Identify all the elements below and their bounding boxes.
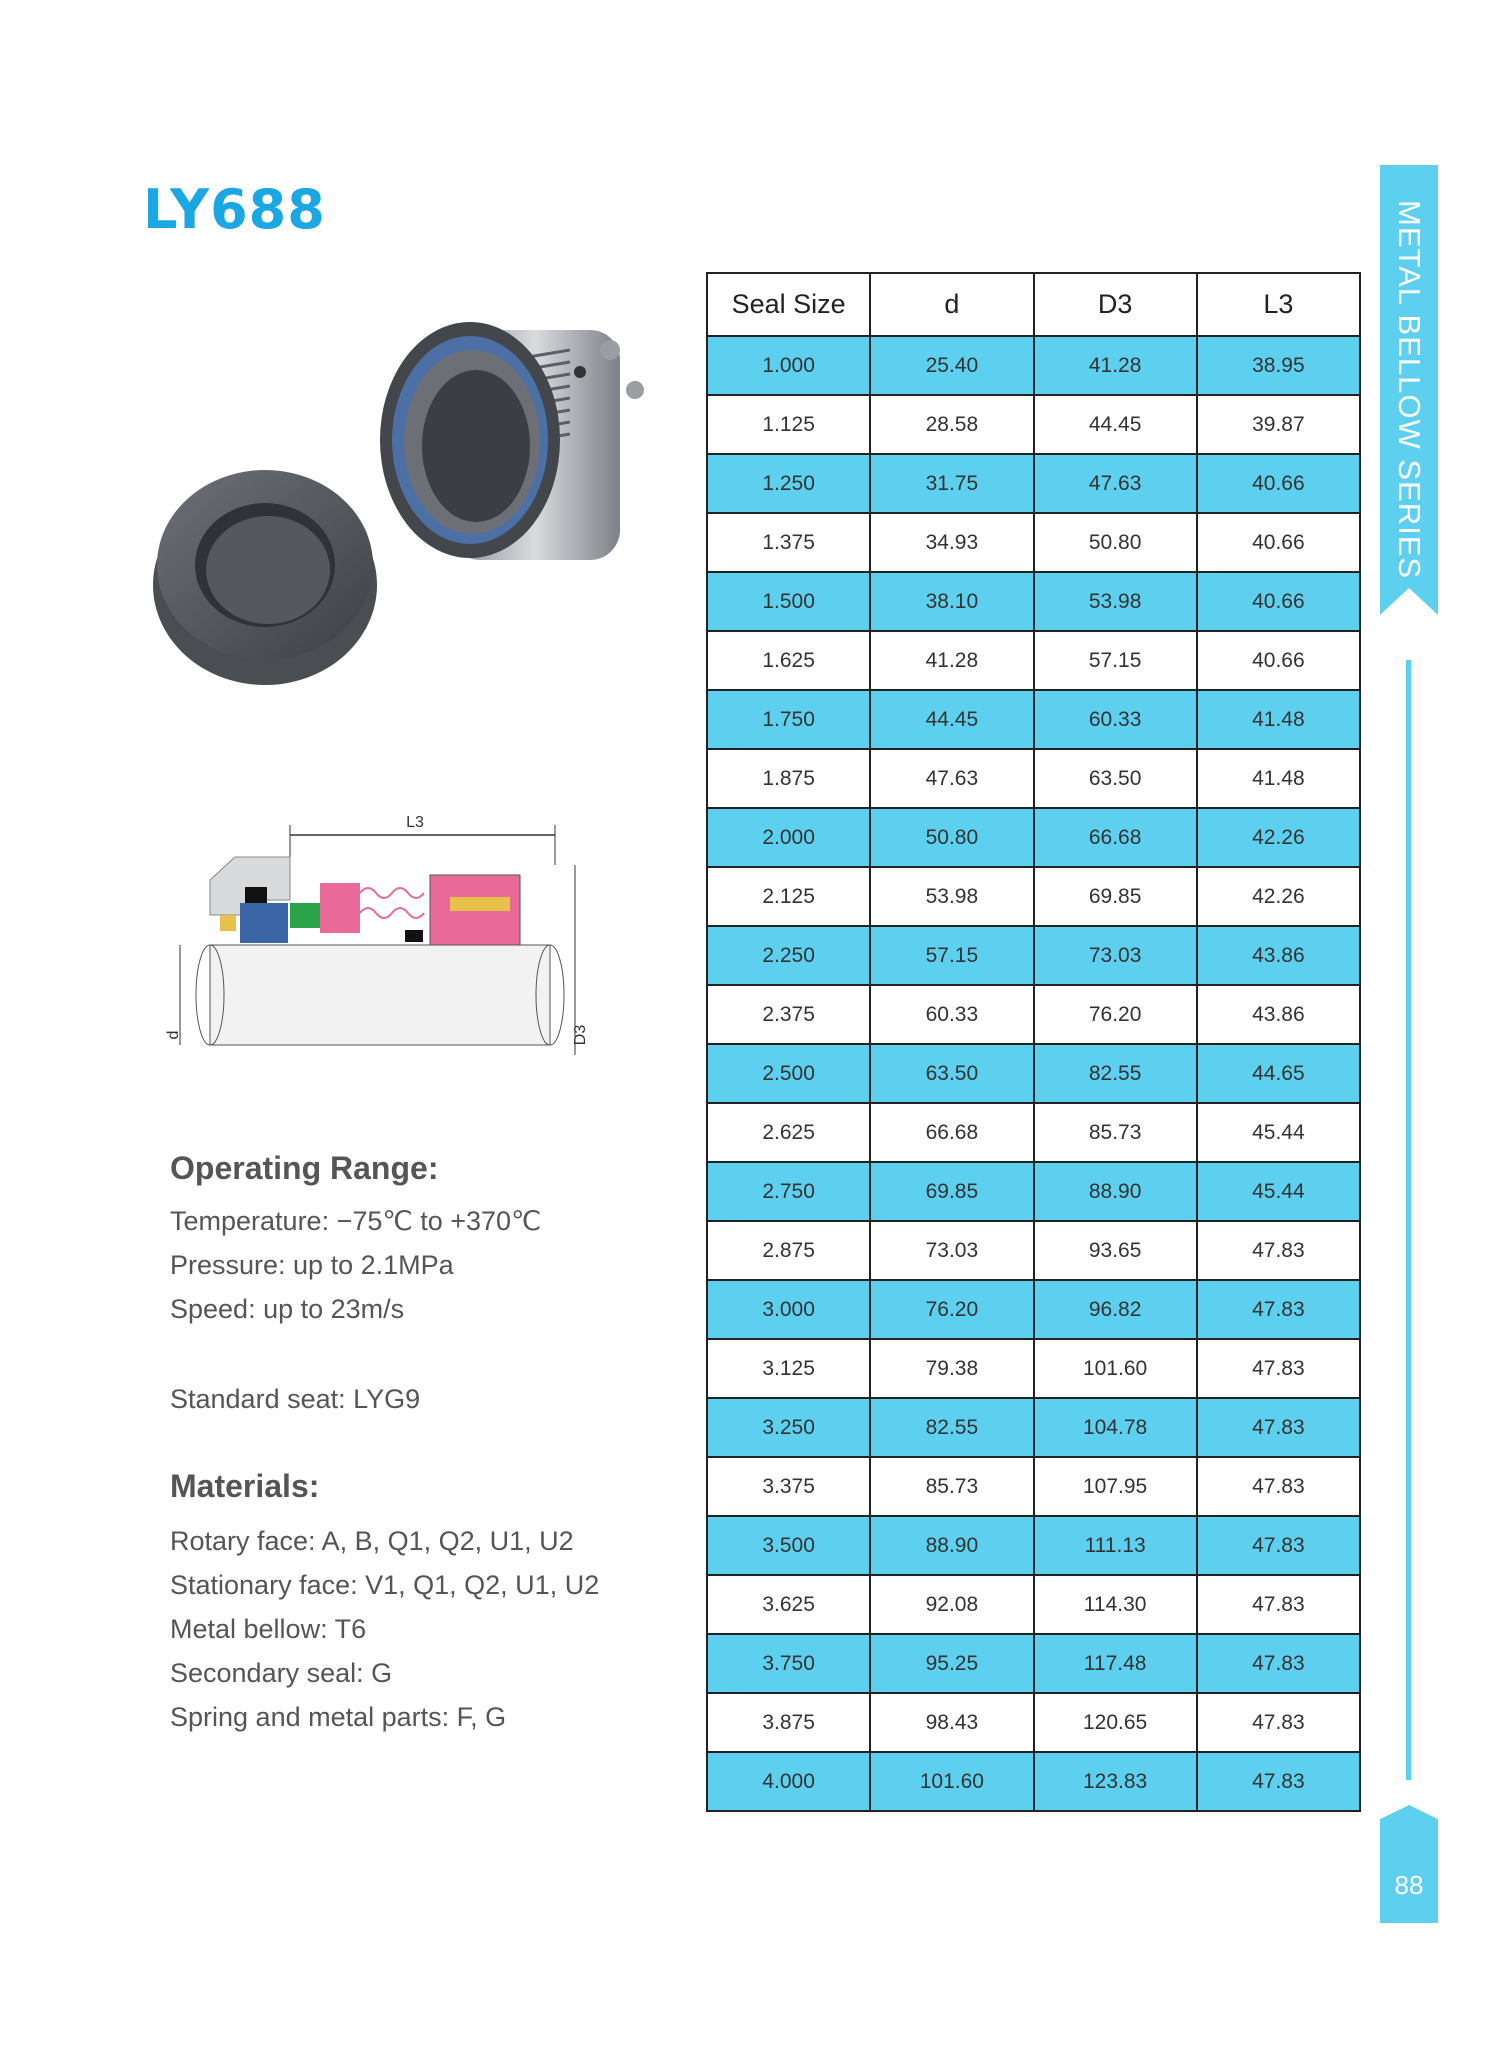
cell-l3: 47.83: [1197, 1339, 1360, 1398]
table-header-row: [707, 273, 1360, 336]
table-row: [707, 1398, 1360, 1457]
cell-l3: 47.83: [1197, 1398, 1360, 1457]
cell-d: 53.98: [870, 867, 1033, 926]
cell-seal-size: 1.750: [707, 690, 870, 749]
cell-d3: 41.28: [1034, 336, 1197, 395]
cell-seal-size: 1.000: [707, 336, 870, 395]
cell-d: 50.80: [870, 808, 1033, 867]
operating-range-heading: Operating Range:: [170, 1150, 439, 1186]
dimension-table: [706, 272, 1361, 1812]
cell-d: 41.28: [870, 631, 1033, 690]
cell-d3: 101.60: [1034, 1339, 1197, 1398]
cell-seal-size: 3.875: [707, 1693, 870, 1752]
cell-d3: 82.55: [1034, 1044, 1197, 1103]
table-row: [707, 1280, 1360, 1339]
cell-d3: 47.63: [1034, 454, 1197, 513]
cell-l3: 43.86: [1197, 985, 1360, 1044]
cell-seal-size: 3.750: [707, 1634, 870, 1693]
sidebar-divider: [1406, 660, 1411, 1780]
cell-d3: 93.65: [1034, 1221, 1197, 1280]
cell-d3: 107.95: [1034, 1457, 1197, 1516]
header-seal-size: Seal Size: [707, 273, 870, 336]
cell-d: 69.85: [870, 1162, 1033, 1221]
cell-d: 66.68: [870, 1103, 1033, 1162]
cell-seal-size: 3.375: [707, 1457, 870, 1516]
cell-l3: 45.44: [1197, 1162, 1360, 1221]
cell-d: 92.08: [870, 1575, 1033, 1634]
materials-heading: Materials:: [170, 1468, 320, 1504]
cell-l3: 47.83: [1197, 1516, 1360, 1575]
page-number-tab: [1380, 1805, 1438, 1923]
cell-d: 95.25: [870, 1634, 1033, 1693]
table-row: [707, 749, 1360, 808]
section-diagram: [165, 805, 660, 1065]
cell-seal-size: 1.625: [707, 631, 870, 690]
cell-d3: 111.13: [1034, 1516, 1197, 1575]
cell-seal-size: 2.750: [707, 1162, 870, 1221]
table-row: [707, 336, 1360, 395]
cell-l3: 47.83: [1197, 1634, 1360, 1693]
cell-l3: 47.83: [1197, 1280, 1360, 1339]
cell-seal-size: 1.250: [707, 454, 870, 513]
table-row: [707, 1221, 1360, 1280]
page-number: 88: [1394, 1870, 1424, 1900]
table-row: [707, 631, 1360, 690]
cell-d3: 60.33: [1034, 690, 1197, 749]
table-row: [707, 1103, 1360, 1162]
cell-seal-size: 2.625: [707, 1103, 870, 1162]
cell-l3: 39.87: [1197, 395, 1360, 454]
cell-seal-size: 2.875: [707, 1221, 870, 1280]
cell-seal-size: 3.000: [707, 1280, 870, 1339]
metal-bellow-spec: Metal bellow: T6: [170, 1614, 367, 1644]
table-row: [707, 1752, 1360, 1811]
cell-d3: 63.50: [1034, 749, 1197, 808]
cell-d3: 57.15: [1034, 631, 1197, 690]
cell-d3: 53.98: [1034, 572, 1197, 631]
d-label: d: [165, 1030, 182, 1040]
cell-l3: 42.26: [1197, 867, 1360, 926]
cell-l3: 41.48: [1197, 690, 1360, 749]
table-row: [707, 1162, 1360, 1221]
cell-d3: 73.03: [1034, 926, 1197, 985]
table-body: [707, 336, 1360, 1811]
cell-seal-size: 1.875: [707, 749, 870, 808]
stationary-face-spec: Stationary face: V1, Q1, Q2, U1, U2: [170, 1570, 600, 1600]
cell-d: 73.03: [870, 1221, 1033, 1280]
product-photo: [150, 290, 710, 710]
cell-seal-size: 4.000: [707, 1752, 870, 1811]
speed-spec: Speed: up to 23m/s: [170, 1294, 405, 1324]
temperature-spec: Temperature: −75℃ to +370℃: [170, 1206, 542, 1236]
cell-d: 98.43: [870, 1693, 1033, 1752]
cell-d3: 123.83: [1034, 1752, 1197, 1811]
cell-d: 25.40: [870, 336, 1033, 395]
cell-d: 57.15: [870, 926, 1033, 985]
table-row: [707, 1339, 1360, 1398]
product-title: LY688: [143, 178, 326, 241]
cell-l3: 41.48: [1197, 749, 1360, 808]
cell-l3: 47.83: [1197, 1693, 1360, 1752]
table-row: [707, 1044, 1360, 1103]
cell-d: 34.93: [870, 513, 1033, 572]
cell-d3: 117.48: [1034, 1634, 1197, 1693]
cell-l3: 44.65: [1197, 1044, 1360, 1103]
cell-seal-size: 3.625: [707, 1575, 870, 1634]
cell-seal-size: 1.125: [707, 395, 870, 454]
cell-l3: 45.44: [1197, 1103, 1360, 1162]
cell-d: 79.38: [870, 1339, 1033, 1398]
cell-seal-size: 2.500: [707, 1044, 870, 1103]
cell-d3: 76.20: [1034, 985, 1197, 1044]
cell-d3: 96.82: [1034, 1280, 1197, 1339]
table-row: [707, 1634, 1360, 1693]
table-row: [707, 1575, 1360, 1634]
cell-l3: 47.83: [1197, 1575, 1360, 1634]
cell-seal-size: 2.125: [707, 867, 870, 926]
cell-seal-size: 3.125: [707, 1339, 870, 1398]
cell-d: 44.45: [870, 690, 1033, 749]
cell-seal-size: 3.250: [707, 1398, 870, 1457]
cell-l3: 47.83: [1197, 1752, 1360, 1811]
d3-label: D3: [572, 1024, 589, 1046]
cell-d: 63.50: [870, 1044, 1033, 1103]
series-label: METAL BELLOW SERIES: [1392, 200, 1427, 580]
cell-l3: 38.95: [1197, 336, 1360, 395]
cell-d: 76.20: [870, 1280, 1033, 1339]
table-row: [707, 395, 1360, 454]
cell-d: 85.73: [870, 1457, 1033, 1516]
secondary-seal-spec: Secondary seal: G: [170, 1658, 393, 1688]
cell-d3: 50.80: [1034, 513, 1197, 572]
cell-l3: 47.83: [1197, 1457, 1360, 1516]
table-row: [707, 1457, 1360, 1516]
cell-seal-size: 1.500: [707, 572, 870, 631]
table-row: [707, 926, 1360, 985]
cell-seal-size: 3.500: [707, 1516, 870, 1575]
cell-l3: 40.66: [1197, 454, 1360, 513]
cell-d: 47.63: [870, 749, 1033, 808]
cell-l3: 43.86: [1197, 926, 1360, 985]
standard-seat-spec: Standard seat: LYG9: [170, 1384, 421, 1414]
header-d: d: [870, 273, 1033, 336]
table-row: [707, 690, 1360, 749]
spring-metal-spec: Spring and metal parts: F, G: [170, 1702, 507, 1732]
cell-d3: 88.90: [1034, 1162, 1197, 1221]
cell-d: 82.55: [870, 1398, 1033, 1457]
table-row: [707, 1516, 1360, 1575]
cell-l3: 40.66: [1197, 513, 1360, 572]
table-row: [707, 572, 1360, 631]
cell-seal-size: 2.375: [707, 985, 870, 1044]
cell-d3: 44.45: [1034, 395, 1197, 454]
cell-d: 88.90: [870, 1516, 1033, 1575]
cell-d: 38.10: [870, 572, 1033, 631]
cell-d3: 69.85: [1034, 867, 1197, 926]
table-row: [707, 1693, 1360, 1752]
cell-seal-size: 2.250: [707, 926, 870, 985]
header-l3: L3: [1197, 273, 1360, 336]
l3-label: L3: [406, 814, 424, 831]
table-row: [707, 454, 1360, 513]
cell-l3: 40.66: [1197, 572, 1360, 631]
cell-d3: 114.30: [1034, 1575, 1197, 1634]
rotary-face-spec: Rotary face: A, B, Q1, Q2, U1, U2: [170, 1526, 574, 1556]
cell-d: 28.58: [870, 395, 1033, 454]
cell-d3: 104.78: [1034, 1398, 1197, 1457]
table-row: [707, 513, 1360, 572]
cell-l3: 42.26: [1197, 808, 1360, 867]
table-row: [707, 985, 1360, 1044]
cell-l3: 47.83: [1197, 1221, 1360, 1280]
cell-d3: 85.73: [1034, 1103, 1197, 1162]
header-d3: D3: [1034, 273, 1197, 336]
cell-d3: 120.65: [1034, 1693, 1197, 1752]
cell-seal-size: 2.000: [707, 808, 870, 867]
cell-d3: 66.68: [1034, 808, 1197, 867]
table-row: [707, 808, 1360, 867]
cell-d: 31.75: [870, 454, 1033, 513]
cell-seal-size: 1.375: [707, 513, 870, 572]
cell-d: 60.33: [870, 985, 1033, 1044]
cell-l3: 40.66: [1197, 631, 1360, 690]
pressure-spec: Pressure: up to 2.1MPa: [170, 1250, 454, 1280]
cell-d: 101.60: [870, 1752, 1033, 1811]
table-row: [707, 867, 1360, 926]
